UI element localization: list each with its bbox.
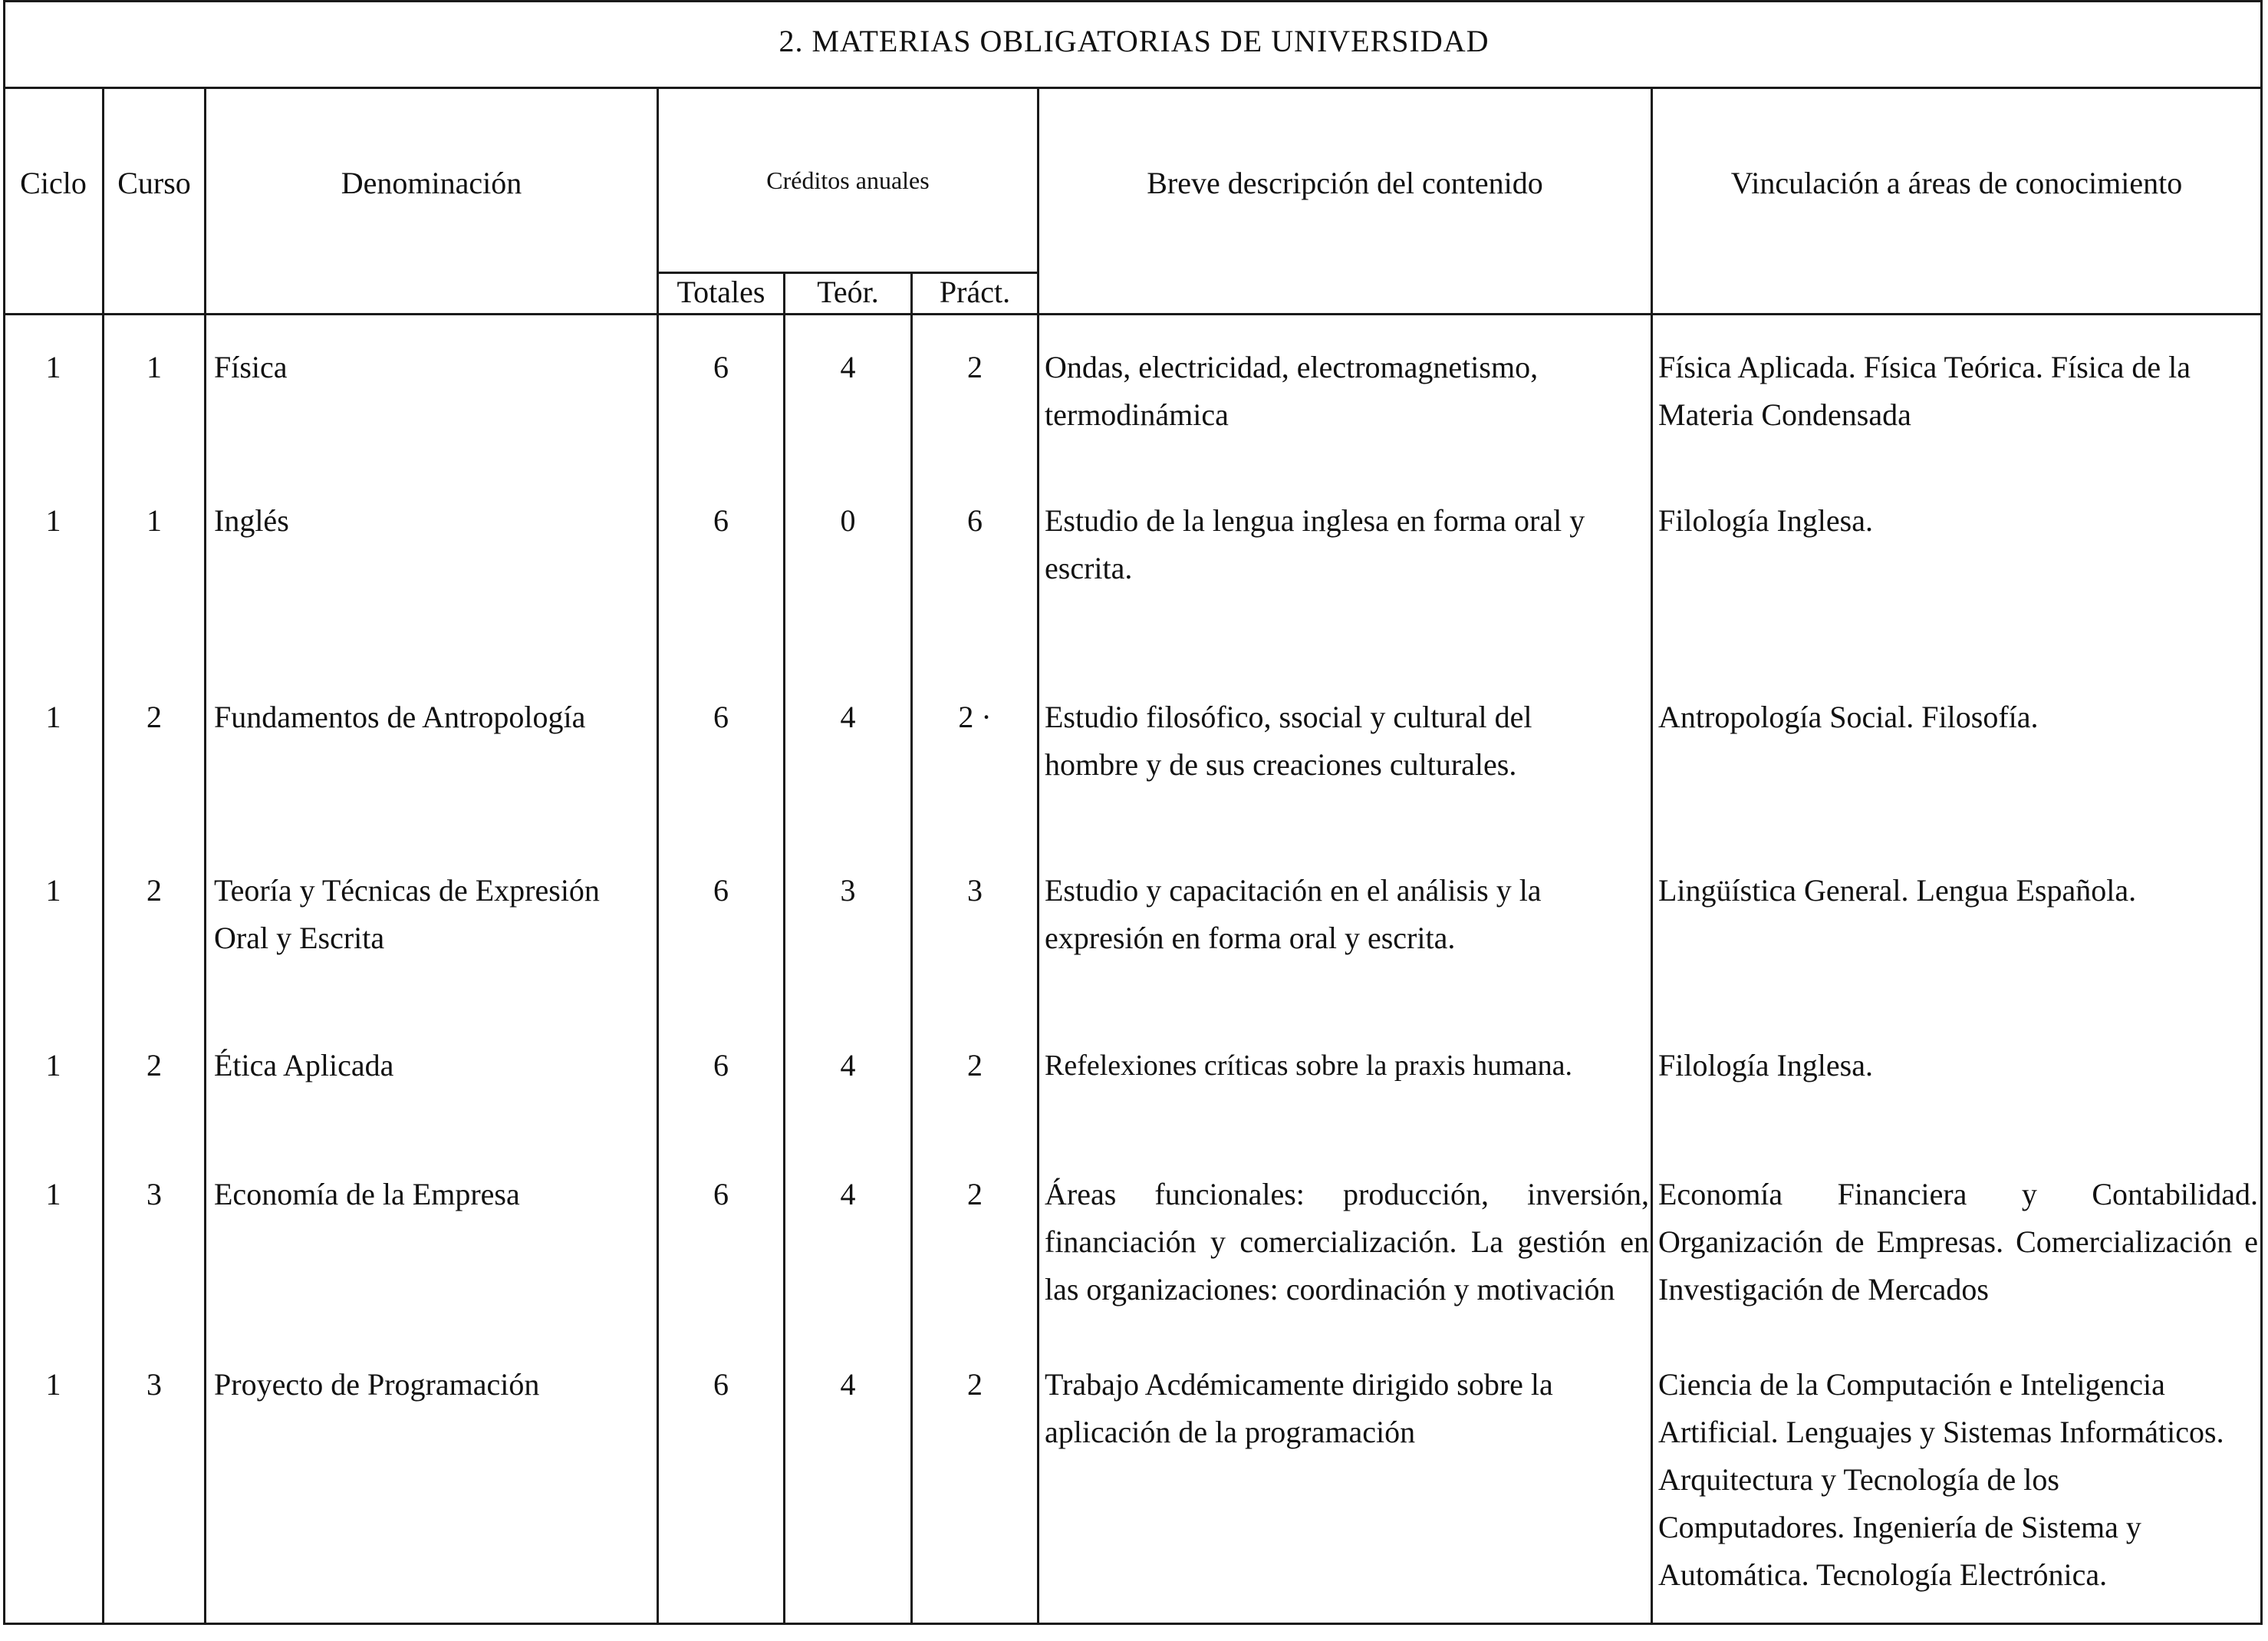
row-6-totales: 6	[713, 1177, 729, 1211]
header-vinculacion: Vinculación a áreas de conocimiento	[1730, 166, 2183, 200]
row-3-denominacion: Fundamentos de Antropología	[214, 700, 586, 734]
col-divider-teor	[910, 273, 913, 1625]
row-4-denominacion: Teoría y Técnicas de Expresión Oral y Escrita	[214, 873, 600, 955]
row-7-vinculacion: Ciencia de la Computación e Inteligencia Artificial. Lenguajes y Sistemas Informáticos. Arquitectura y Tecnología de los Computadores. Ingeniería de Sistema y Automática. Tecnología Electrónica.	[1658, 1367, 2224, 1592]
row-3-totales: 6	[713, 700, 729, 734]
row-5-teor: 4	[840, 1048, 856, 1082]
row-6-teor: 4	[840, 1177, 856, 1211]
row-3-vinculacion: Antropología Social. Filosofía.	[1658, 700, 2039, 734]
row-6-descripcion: Áreas funcionales: producción, inversión, financiación y comercialización. La gestión en las organizaciones: coordinación y motivación	[1045, 1177, 1649, 1307]
row-4-vinculacion: Lingüística General. Lengua Española.	[1658, 873, 2137, 908]
row-3-teor: 4	[840, 700, 856, 734]
header-curso: Curso	[117, 166, 191, 200]
row-7-teor: 4	[840, 1367, 856, 1402]
col-divider-pract	[1037, 89, 1039, 1625]
row-1-teor: 4	[840, 350, 856, 384]
row-7-denominacion: Proyecto de Programación	[214, 1367, 540, 1402]
row-4-descripcion: Estudio y capacitación en el análisis y la expresión en forma oral y escrita.	[1045, 873, 1542, 955]
row-7-pract: 2	[967, 1367, 983, 1402]
row-7-totales: 6	[713, 1367, 729, 1402]
row-2-pract: 6	[967, 503, 983, 538]
header-bottom-divider	[3, 313, 2263, 315]
row-3-descripcion: Estudio filosófico, ssocial y cultural del hombre y de sus creaciones culturales.	[1045, 700, 1532, 782]
row-6-denominacion: Economía de la Empresa	[214, 1177, 520, 1211]
row-2-teor: 0	[840, 503, 856, 538]
row-1-vinculacion: Física Aplicada. Física Teórica. Física de la Materia Condensada	[1658, 350, 2191, 432]
row-2-curso: 1	[146, 503, 162, 538]
col-divider-curso	[204, 89, 206, 1625]
row-3-curso: 2	[146, 700, 162, 734]
row-3-ciclo: 1	[45, 700, 61, 734]
row-1-curso: 1	[146, 350, 162, 384]
row-5-denominacion: Ética Aplicada	[214, 1048, 394, 1082]
row-1-ciclo: 1	[45, 350, 61, 384]
row-4-ciclo: 1	[45, 873, 61, 908]
header-denominacion: Denominación	[341, 166, 522, 200]
table-title: 2. MATERIAS OBLIGATORIAS DE UNIVERSIDAD	[778, 24, 1490, 58]
row-5-ciclo: 1	[45, 1048, 61, 1082]
row-2-denominacion: Inglés	[214, 503, 289, 538]
row-2-vinculacion: Filología Inglesa.	[1658, 503, 1873, 538]
row-4-totales: 6	[713, 873, 729, 908]
col-divider-totales	[783, 273, 785, 1625]
row-4-pract: 3	[967, 873, 983, 908]
header-descripcion: Breve descripción del contenido	[1147, 166, 1543, 200]
row-5-pract: 2	[967, 1048, 983, 1082]
row-6-vinculacion: Economía Financiera y Contabilidad. Organización de Empresas. Comercialización e Investigación de Mercados	[1658, 1177, 2258, 1307]
row-5-totales: 6	[713, 1048, 729, 1082]
row-4-curso: 2	[146, 873, 162, 908]
row-4-teor: 3	[840, 873, 856, 908]
row-1-denominacion: Física	[214, 350, 288, 384]
row-1-totales: 6	[713, 350, 729, 384]
col-divider-descripcion	[1651, 89, 1653, 1625]
header-creditos-anuales: Créditos anuales	[766, 166, 930, 194]
row-2-totales: 6	[713, 503, 729, 538]
row-5-vinculacion: Filología Inglesa.	[1658, 1048, 1873, 1082]
row-6-ciclo: 1	[45, 1177, 61, 1211]
row-2-descripcion: Estudio de la lengua inglesa en forma oral y escrita.	[1045, 503, 1585, 585]
row-1-pract: 2	[967, 350, 983, 384]
row-2-ciclo: 1	[45, 503, 61, 538]
row-6-curso: 3	[146, 1177, 162, 1211]
header-ciclo: Ciclo	[20, 166, 87, 200]
header-pract: Práct.	[939, 275, 1011, 309]
row-7-descripcion: Trabajo Acdémicamente dirigido sobre la aplicación de la programación	[1045, 1367, 1553, 1449]
header-totales: Totales	[676, 275, 765, 309]
row-3-pract: 2 ·	[958, 700, 992, 734]
header-teor: Teór.	[817, 275, 879, 309]
row-1-descripcion: Ondas, electricidad, electromagnetismo, termodinámica	[1045, 350, 1539, 432]
row-7-ciclo: 1	[45, 1367, 61, 1402]
row-7-curso: 3	[146, 1367, 162, 1402]
title-divider	[3, 87, 2263, 89]
row-6-pract: 2	[967, 1177, 983, 1211]
row-5-descripcion: Refelexiones críticas sobre la praxis humana.	[1045, 1050, 1572, 1082]
row-5-curso: 2	[146, 1048, 162, 1082]
